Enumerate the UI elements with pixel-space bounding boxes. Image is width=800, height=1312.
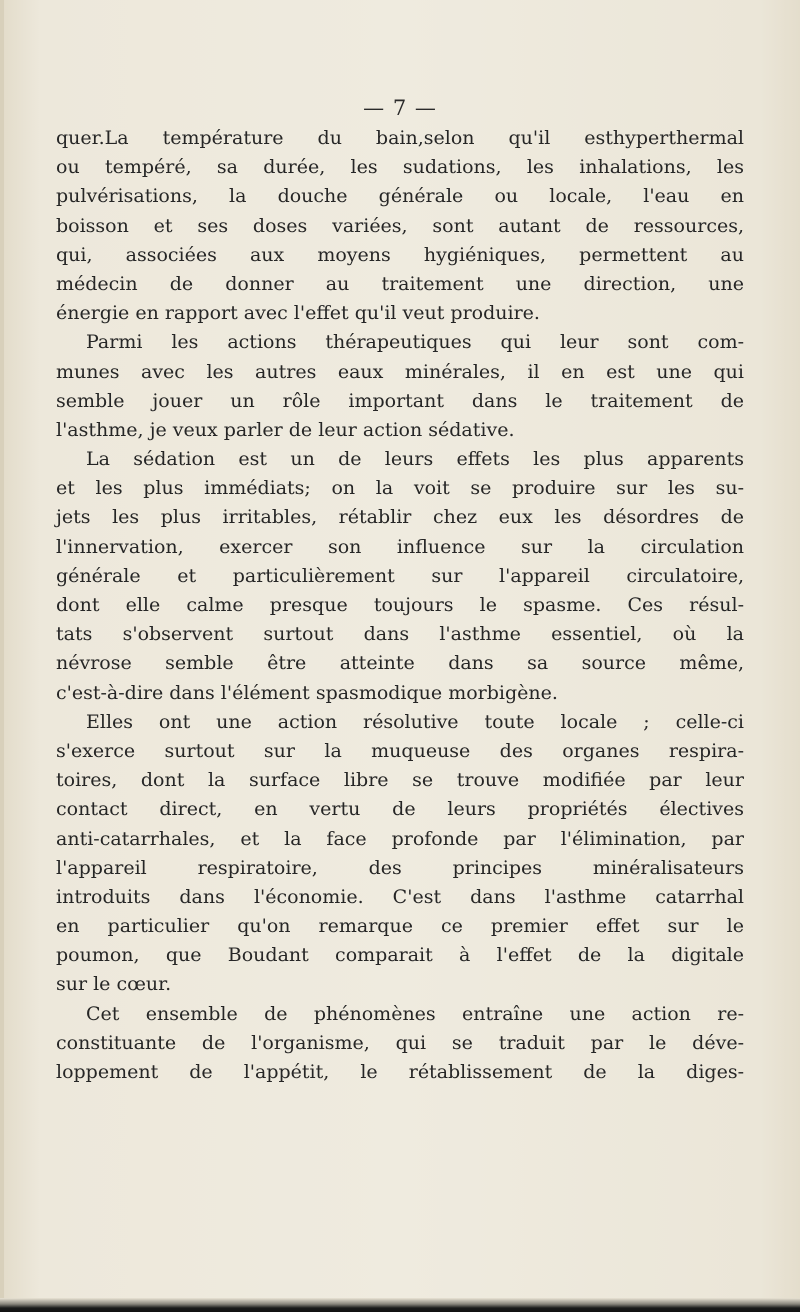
text-line: tats s'observent surtout dans l'asthme essentiel, où la bbox=[56, 623, 744, 646]
text-line: en particulier qu'on remarque ce premier effet sur le bbox=[56, 915, 744, 938]
text-line: névrose semble être atteinte dans sa source même, bbox=[56, 652, 744, 675]
text-line: semble jouer un rôle important dans le traitement de bbox=[56, 389, 744, 412]
text-line: boisson et ses doses variées, sont autant de ressources, bbox=[56, 214, 744, 237]
page-left-edge bbox=[0, 0, 4, 1312]
text-line: quer.La température du bain,selon qu'il esthyperthermal bbox=[56, 127, 744, 149]
body-text bbox=[56, 124, 744, 1087]
text-line: anti-catarrhales, et la face profonde par l'élimination, par bbox=[56, 827, 744, 850]
text-line: l'appareil respiratoire, des principes minéralisateurs bbox=[56, 856, 744, 879]
text-line: introduits dans l'économie. C'est dans l'asthme catarrhal bbox=[56, 885, 744, 908]
text-line: qui, associées aux moyens hygiéniques, permettent au bbox=[56, 243, 744, 266]
text-line: constituante de l'organisme, qui se traduit par le déve- bbox=[56, 1031, 744, 1054]
text-line: ou tempéré, sa durée, les sudations, les inhalations, les bbox=[56, 156, 744, 179]
text-line: énergie en rapport avec l'effet qu'il veut produire. bbox=[56, 302, 540, 325]
text-line: loppement de l'appétit, le rétablissement de la diges- bbox=[56, 1061, 744, 1083]
text-line: c'est-à-dire dans l'élément spasmodique morbigène. bbox=[56, 681, 558, 704]
text-line: poumon, que Boudant comparait à l'effet de la digitale bbox=[56, 944, 744, 967]
page-number: — 7 — bbox=[363, 96, 437, 120]
text-line: Cet ensemble de phénomènes entraîne une action re- bbox=[86, 1002, 744, 1025]
text-line: l'asthme, je veux parler de leur action sédative. bbox=[56, 418, 515, 441]
text-line: Elles ont une action résolutive toute locale ; celle-ci bbox=[86, 710, 744, 733]
text-line: munes avec les autres eaux minérales, il en est une qui bbox=[56, 360, 744, 383]
text-line: pulvérisations, la douche générale ou locale, l'eau en bbox=[56, 185, 744, 208]
text-line: l'innervation, exercer son influence sur la circulation bbox=[56, 535, 744, 558]
text-line: toires, dont la surface libre se trouve modifiée par leur bbox=[56, 769, 744, 792]
text-line: générale et particulièrement sur l'appareil circulatoire, bbox=[56, 564, 744, 587]
text-line: sur le cœur. bbox=[56, 973, 172, 996]
text-line: s'exerce surtout sur la muqueuse des organes respira- bbox=[56, 739, 744, 762]
text-line: et les plus immédiats; on la voit se produire sur les su- bbox=[56, 477, 744, 500]
text-line: La sédation est un de leurs effets les plus apparents bbox=[86, 448, 744, 471]
text-line: contact direct, en vertu de leurs propriétés électives bbox=[56, 798, 744, 821]
page-bottom-edge bbox=[0, 1298, 800, 1312]
text-line: Parmi les actions thérapeutiques qui leur sont com- bbox=[86, 331, 744, 354]
text-line: jets les plus irritables, rétablir chez eux les désordres de bbox=[56, 506, 744, 529]
text-line: médecin de donner au traitement une direction, une bbox=[56, 272, 744, 295]
text-line: dont elle calme presque toujours le spasme. Ces résul- bbox=[56, 594, 744, 616]
